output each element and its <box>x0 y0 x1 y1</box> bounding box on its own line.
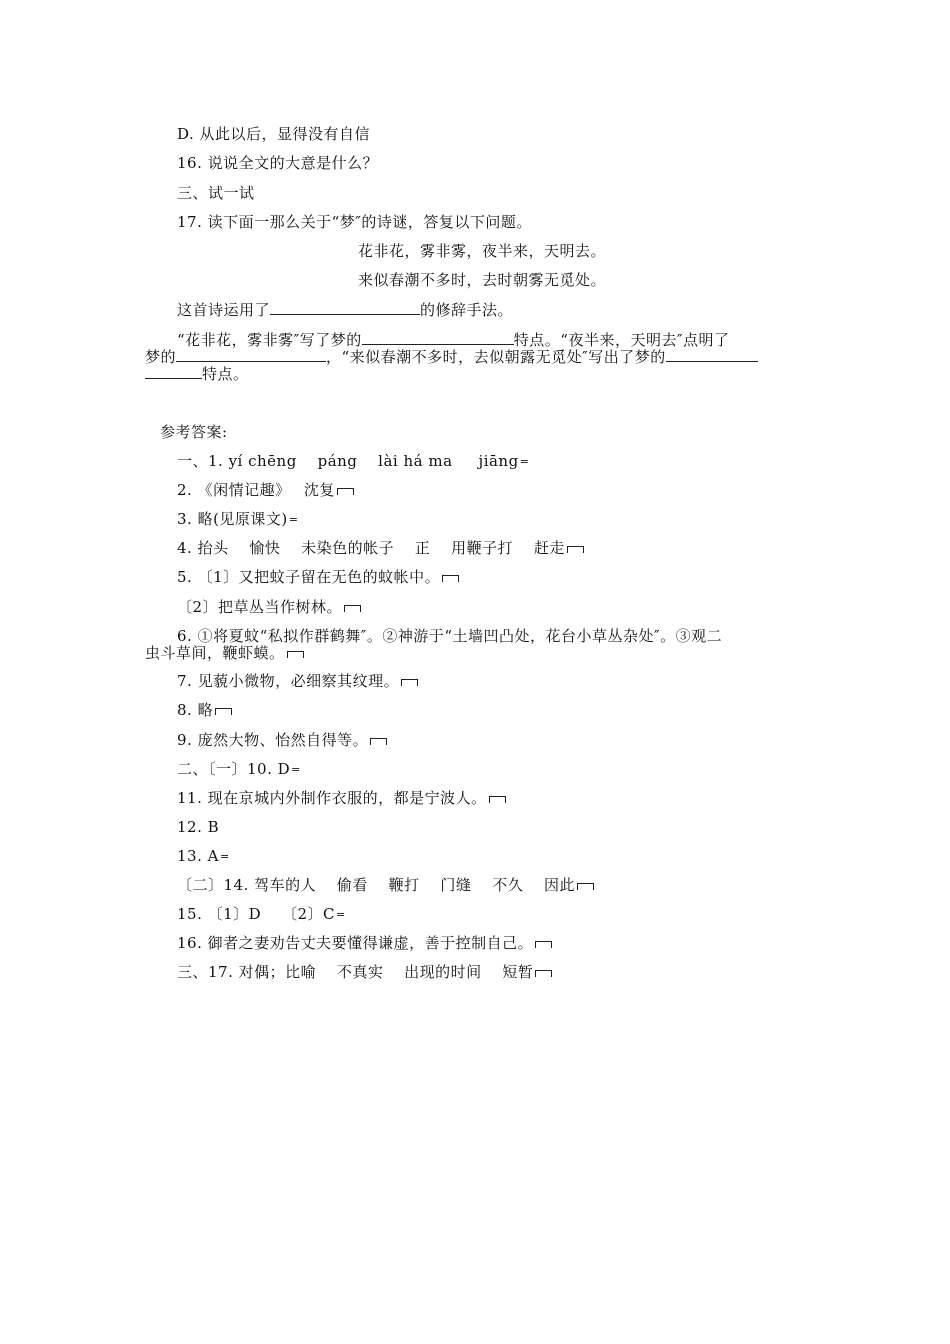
fill-blank-dream-3 <box>145 363 249 384</box>
answer-line: 16. 御者之妻劝告丈夫要懂得谦虚，善于控制自己。 <box>177 933 552 953</box>
fill-text: “花非花，雾非雾″写了梦的 <box>177 331 362 349</box>
fill-text: 梦的 <box>145 348 177 366</box>
answer-line: 3. 略(见原课文)= <box>177 510 299 528</box>
answer-line: 二、〔一〕10. D= <box>177 760 301 778</box>
fill-text: 这首诗运用了 <box>177 301 271 319</box>
fill-text: 的修辞手法。 <box>420 301 514 319</box>
answer-line: 15. 〔1〕D 〔2〕C= <box>177 905 346 923</box>
answer-line: 11. 现在京城内外制作衣服的，都是宁波人。 <box>177 788 506 808</box>
fill-blank-rhetoric <box>177 299 513 320</box>
answer-blank <box>270 299 420 315</box>
answer-line: 6. ①将夏蚊“私拟作群鹤舞″。②神游于“土墙凹凸处，花台小草丛杂处″。③观二 <box>177 627 723 645</box>
answer-line: 9. 庞然大物、怡然自得等。 <box>177 730 387 750</box>
fill-text: 特点。 <box>202 365 249 383</box>
answer-line: 虫斗草间，鞭虾蟆。 <box>145 643 304 663</box>
fill-text: 特点。“夜半来，天明去″点明了 <box>513 331 730 349</box>
option-d: D. 从此以后，显得没有自信 <box>177 125 371 143</box>
question-17: 17. 读下面一那么关于“梦″的诗谜，答复以下问题。 <box>177 213 532 231</box>
question-16: 16. 说说全文的大意是什么？ <box>177 154 379 172</box>
answer-line: 4. 抬头 愉快 未染色的帐子 正 用鞭子打 赶走 <box>177 538 584 558</box>
answer-line: 2. 《闲情记趣》 沈复 <box>177 480 354 500</box>
answer-line: 8. 略 <box>177 700 232 720</box>
answer-blank <box>362 329 514 345</box>
answers-heading: 参考答案: <box>160 423 228 441</box>
poem-line-1: 花非花，雾非雾，夜半来，天明去。 <box>358 242 607 260</box>
fill-text: ，“来似春潮不多时，去似朝露无觅处″写出了梦的 <box>326 348 666 366</box>
answer-blank <box>145 363 202 379</box>
answer-line: 7. 见藐小微物，必细察其纹理。 <box>177 671 418 691</box>
answer-line: 13. A= <box>177 847 230 865</box>
answer-line: 〔二〕14. 驾车的人 偷看 鞭打 门缝 不久 因此 <box>177 875 594 895</box>
answer-blank <box>666 346 758 362</box>
poem-line-2: 来似春潮不多时，去时朝雾无觅处。 <box>358 271 607 289</box>
answer-blank <box>176 346 326 362</box>
answer-line: 〔2〕把草丛当作树林。 <box>177 597 361 617</box>
answer-line: 5. 〔1〕又把蚊子留在无色的蚊帐中。 <box>177 567 459 587</box>
answer-line: 12. B <box>177 818 220 836</box>
section-3-heading: 三、试一试 <box>177 184 255 202</box>
answer-line: 三、17. 对偶；比喻 不真实 出现的时间 短暂 <box>177 962 552 982</box>
answer-line: 一、1. yí chēng páng lài há ma jiāng= <box>177 452 530 470</box>
